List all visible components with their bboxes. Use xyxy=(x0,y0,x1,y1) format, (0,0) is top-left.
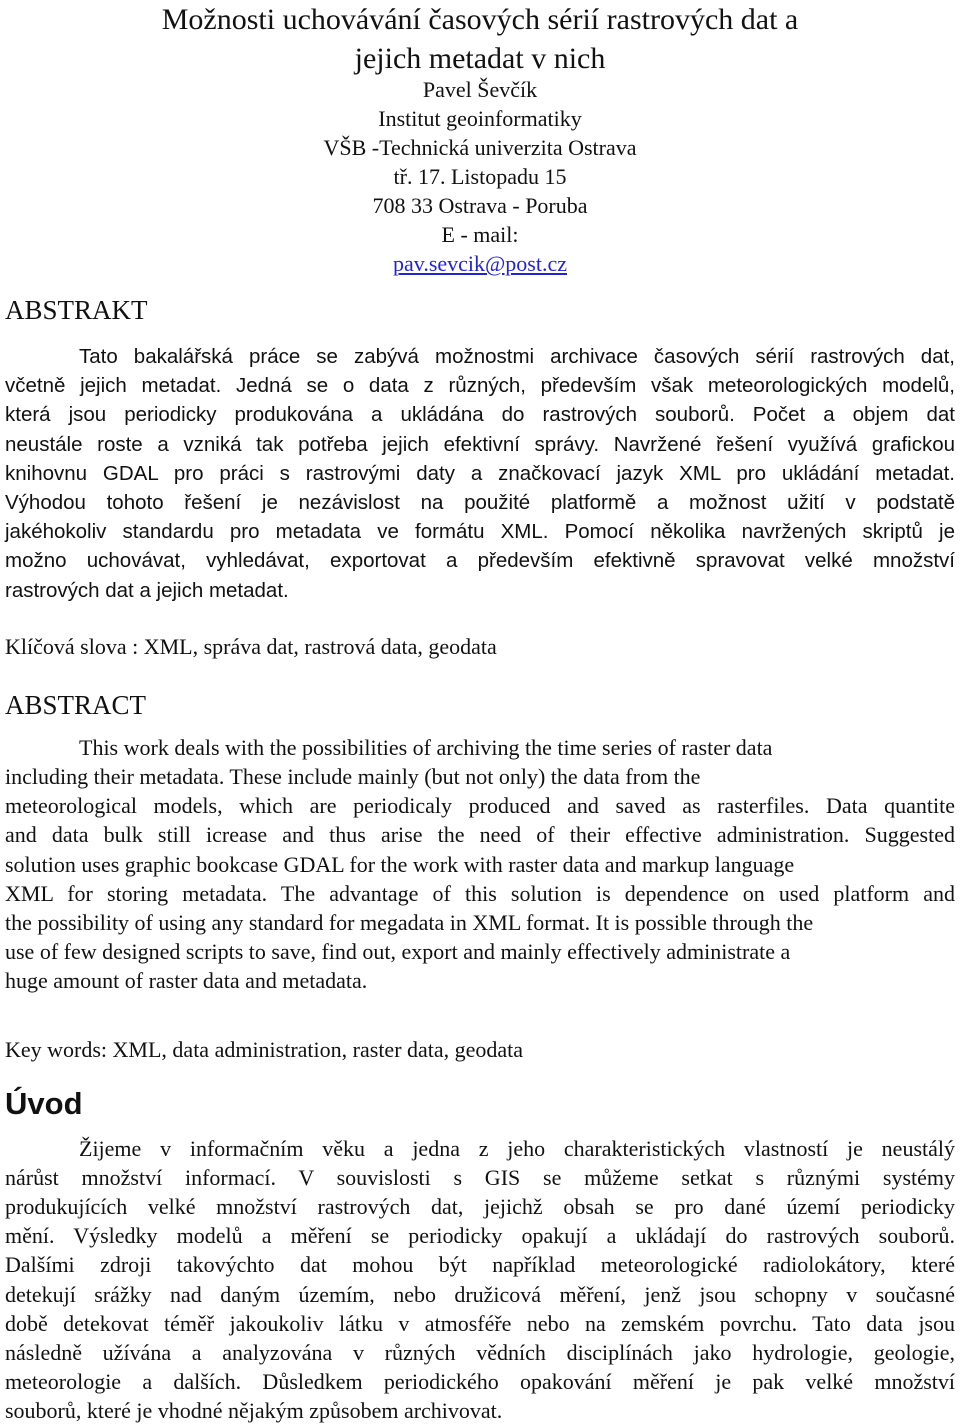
abstract-line-9: huge amount of raster data and metadata. xyxy=(5,968,368,994)
abstrakt-line-5: knihovnu GDAL pro práci s rastrovými daty a značkovací jazyk XML pro ukládání metadat. xyxy=(5,461,955,485)
uvod-heading: Úvod xyxy=(5,1085,83,1121)
key-words: Key words: XML, data administration, raster data, geodata xyxy=(5,1036,524,1062)
uvod-paragraph xyxy=(5,1134,955,1426)
title-line-2: jejich metadat v nich xyxy=(354,42,606,75)
abstrakt-line-2: včetně jejich metadat. Jedná se o data z různých, především však meteorologických modelů, xyxy=(5,374,955,398)
abstract-heading: ABSTRACT xyxy=(5,689,147,720)
abstract-line-6: XML for storing metadata. The advantage of this solution is dependence on used platform and xyxy=(5,880,955,906)
abstrakt-line-8: možno uchovávat, vyhledávat, exportovat a především efektivně spravovat velké množství xyxy=(5,549,955,573)
document-page xyxy=(5,0,955,1426)
abstrakt-line-6: Výhodou tohoto řešení je nezávislost na použité platformě a možnost užití v podstatě xyxy=(5,491,955,515)
abstrakt-line-1: Tato bakalářská práce se zabývá možnostmi archivace časových sérií rastrových dat, xyxy=(79,345,955,368)
abstrakt-line-4: neustále roste a vzniká tak potřeba jejich efektivní správy. Navržené řešení využívá grafickou xyxy=(5,432,955,456)
abstrakt-line-7: jakéhokoliv standardu pro metadata ve formátu XML. Pomocí několika navržených skriptů je xyxy=(5,520,955,544)
uvod-line-4: mění. Výsledky modelů a měření se periodicky opakují a ukládají do rastrových souborů. xyxy=(5,1223,955,1249)
title-line-1: Možnosti uchovávání časových sérií rastrových dat a xyxy=(161,3,799,36)
author-name: Pavel Ševčík xyxy=(422,77,538,102)
abstract-line-1: This work deals with the possibilities of archiving the time series of raster data xyxy=(79,734,773,760)
abstrakt-line-3: která jsou periodicky produkována a ukládána do rastrových souborů. Počet a objem dat xyxy=(5,403,955,427)
uvod-line-3: produkujících velké množství rastrových dat, jejichž obsah se pro dané území periodicky xyxy=(5,1194,955,1220)
uvod-line-5: Dalšími zdroji takovýchto dat mohou být například meteorologické radiolokátory, které xyxy=(5,1252,955,1278)
email-label: E - mail: xyxy=(441,222,519,247)
university-name: VŠB -Technická univerzita Ostrava xyxy=(323,135,637,160)
abstrakt-heading: ABSTRAKT xyxy=(5,295,148,325)
paper-title xyxy=(5,0,955,78)
author-block xyxy=(5,75,955,278)
city-address: 708 33 Ostrava - Poruba xyxy=(372,193,588,218)
uvod-line-2: nárůst množství informací. V souvislosti s GIS se můžeme setkat s různými systémy xyxy=(5,1164,955,1190)
abstract-line-2: including their metadata. These include mainly (but not only) the data from the xyxy=(5,764,701,790)
uvod-line-1: Žijeme v informačním věku a jedna z jeho charakteristických vlastností je neustálý xyxy=(79,1135,955,1161)
uvod-line-7: době detekovat téměř jakoukoliv látku v atmosféře nebo na zemském povrchu. Tato data jsou xyxy=(5,1310,955,1336)
uvod-line-6: detekují srážky nad daným územím, nebo družicová měření, jenž jsou schopny v současné xyxy=(5,1281,955,1307)
abstract-paragraph xyxy=(5,733,955,996)
abstrakt-paragraph xyxy=(5,342,955,605)
abstract-line-5: solution uses graphic bookcase GDAL for the work with raster data and markup language xyxy=(5,851,795,877)
street-address: tř. 17. Listopadu 15 xyxy=(393,164,567,189)
institute-name: Institut geoinformatiky xyxy=(378,106,582,131)
abstrakt-line-9: rastrových dat a jejich metadat. xyxy=(5,578,289,602)
email-link[interactable]: pav.sevcik@post.cz xyxy=(392,251,567,276)
uvod-line-10: souborů, které je vhodné nějakým způsobem archivovat. xyxy=(5,1398,503,1424)
abstract-line-8: use of few designed scripts to save, find out, export and mainly effectively administrate a xyxy=(5,939,791,965)
klicova-slova: Klíčová slova : XML, správa dat, rastrová data, geodata xyxy=(5,633,497,659)
email-line xyxy=(5,220,955,278)
uvod-line-8: následně užívána a analyzována v různých vědních disciplínách jako hydrologie, geologie, xyxy=(5,1340,955,1366)
abstract-line-3: meteorological models, which are periodicaly produced and saved as rasterfiles. Data quantite xyxy=(5,793,955,819)
abstract-line-4: and data bulk still icrease and thus arise the need of their effective administration. Suggested xyxy=(5,822,955,848)
abstract-line-7: the possibility of using any standard for megadata in XML format. It is possible through the xyxy=(5,910,814,936)
uvod-line-9: meteorologie a dalších. Důsledkem periodického opakování měření je pak velké množství xyxy=(5,1369,955,1395)
